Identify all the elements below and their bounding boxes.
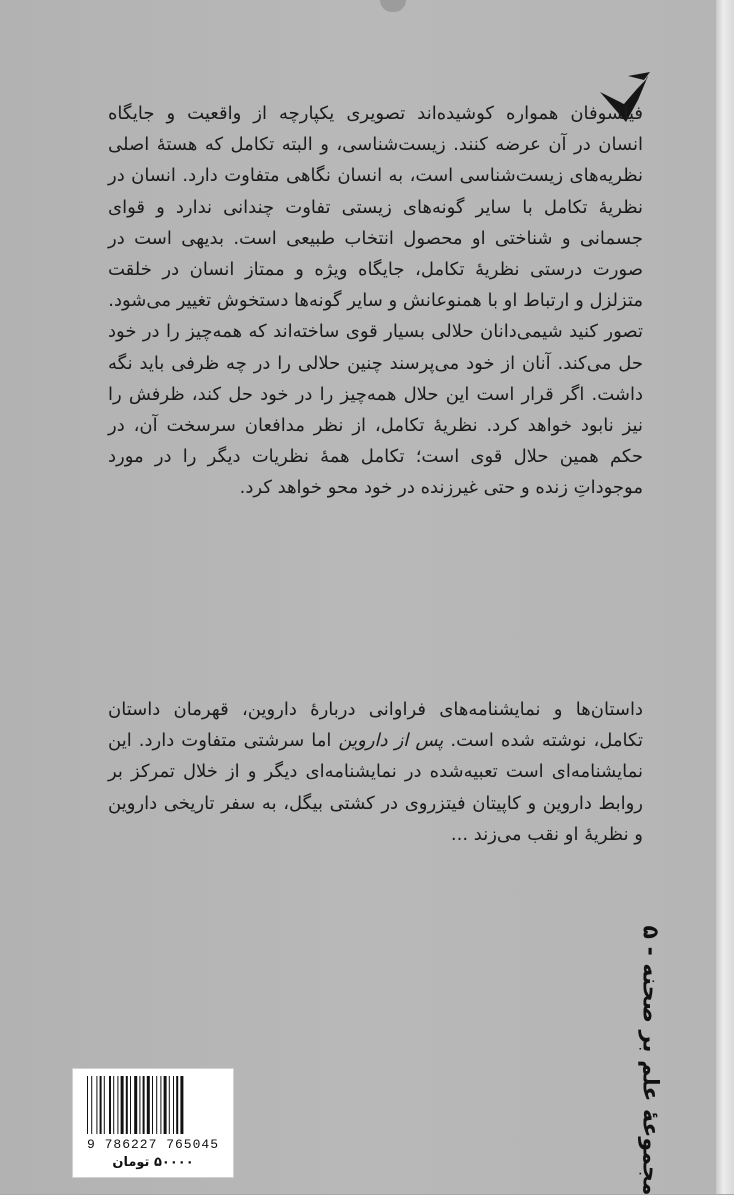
play-description [108,694,643,850]
barcode-bar [169,1076,170,1134]
barcode-bar [164,1076,167,1134]
price-tag: ۵۰۰۰۰ تومان [112,1155,194,1170]
paragraph-play [108,694,643,850]
description-text [108,98,643,504]
barcode-bar [152,1076,153,1134]
barcode-bar [134,1076,137,1134]
barcode-bar [147,1076,150,1134]
barcode-bar [96,1076,97,1134]
barcode-bar [176,1076,178,1134]
barcode-bar [160,1076,161,1134]
barcode-bar [91,1076,92,1134]
barcode-bar [100,1076,102,1134]
barcode-icon [85,1076,221,1136]
barcode-bar [130,1076,131,1134]
barcode-bar [113,1076,114,1134]
barcode-bar [139,1076,140,1134]
barcode-bar [104,1076,105,1134]
book-spine-edge [716,0,734,1194]
barcode-bar [180,1076,183,1134]
play-text-after: اما سرشتی متفاوت دارد. این نمایشنامه‌ای است تعبیه‌شده در نمایشنامه‌ای دیگر و از خلال تمرکز بر روابط داروین و کاپیتان فیتزروی در کشتی بیگل، به سفر تاریخی داروین و نظریهٔ او نقب می‌زند ... [108,730,643,845]
series-label-text: مجموعهٔ علم بر صحنه - ۵ [637,925,663,1195]
series-label [626,925,674,1195]
paragraph-philosophy: فیلسوفان همواره کوشیده‌اند تصویری یکپارچه از واقعیت و جایگاه انسان در آن عرضه کنند. زیست‌شناسی، و البته تکامل که هستهٔ اصلی نظریه‌های زیست‌شناسی است، به انسان نگاهی متفاوت دارد. انسان در نظریهٔ تکامل با سایر گونه‌های زیستی تفاوت چندانی ندارد و قوای جسمانی و شناختی او محصول انتخاب طبیعی است. بدیهی است در صورت درستی نظریهٔ تکامل، جایگاه ویژه و ممتاز انسان در خلقت متزلزل و ارتباط او با همنوعانش و سایر گونه‌ها دستخوش تغییر می‌شود. [108,103,643,312]
barcode-bar [156,1076,157,1134]
barcode-bar [121,1076,124,1134]
barcode-bar [173,1076,174,1134]
isbn-number: 9 786227 765045 [86,1137,220,1152]
barcode-bar [126,1076,128,1134]
paragraph-solvent: تصور کنید شیمی‌دانان حلالی بسیار قوی ساخته‌اند که همه‌چیز را در خود حل می‌کند. آنان از خود می‌پرسند چنین حلالی را در چه ظرفی باید نگه داشت. اگر قرار است این حلال همه‌چیز را در خود حل کند، ظرفش را نیز نابود خواهد کرد. نظریهٔ تکامل، از نظر مدافعان سرسخت آن، در حکم همین حلال قوی است؛ تکامل همهٔ نظریات دیگر را در مورد موجوداتِ زنده و حتی غیرزنده در خود محو خواهد کرد. [108,321,643,499]
barcode-bar [109,1076,111,1134]
barcode-bar [87,1076,88,1134]
play-title: پس از داروین [338,730,444,752]
barcode-bar [143,1076,145,1134]
play-text-before: داستان‌ها و نمایشنامه‌های فراوانی دربارهٔ داروین، قهرمان داستان تکامل، نوشته شده است. [108,699,643,752]
barcode-label [72,1068,234,1178]
barcode-bar [117,1076,118,1134]
